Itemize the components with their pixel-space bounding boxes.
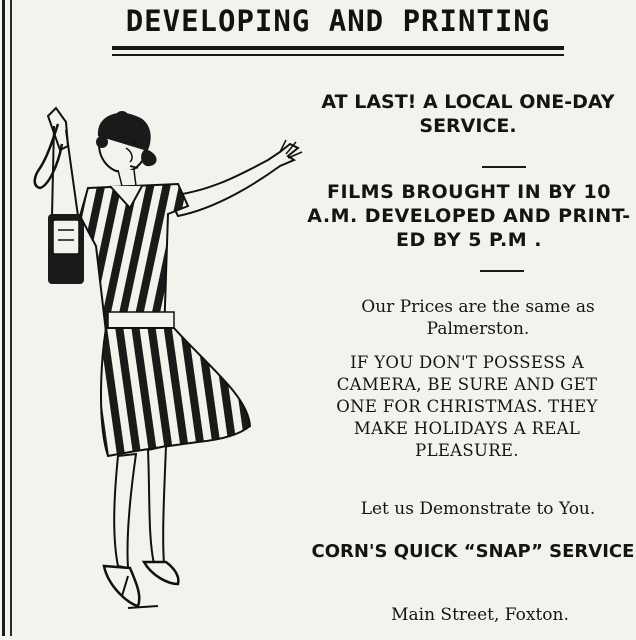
page-border-inner (10, 0, 12, 636)
page-border-outer (2, 0, 5, 636)
business-name: CORN'S QUICK “SNAP” SERVICE (311, 541, 635, 562)
headline-rule-thick (112, 46, 564, 50)
camera-line: MAKE HOLIDAYS A REAL (353, 419, 581, 438)
demonstrate-text: Let us Demonstrate to You. (360, 499, 596, 519)
camera-line: ONE FOR CHRISTMAS. THEY (336, 397, 598, 416)
woman-illustration (18, 96, 308, 636)
prices-text: Our Prices are the same as Palmerston. (361, 297, 595, 339)
films-line: FILMS BROUGHT IN BY 10 (327, 181, 611, 203)
headline: DEVELOPING AND PRINTING (125, 4, 551, 38)
camera-line: CAMERA, BE SURE AND GET (336, 375, 598, 394)
announcement-text: AT LAST! A LOCAL ONE-DAY SERVICE. (321, 91, 615, 137)
films-service-text (300, 180, 636, 252)
separator-dash (482, 166, 526, 168)
camera-line: IF YOU DON'T POSSESS A (350, 353, 584, 372)
films-line: A.M. DEVELOPED AND PRINT- (307, 205, 631, 227)
films-line: ED BY 5 P.M . (396, 229, 542, 251)
headline-rule-thin (112, 54, 564, 56)
camera-promo-text (296, 352, 636, 462)
camera-line: PLEASURE. (415, 441, 519, 460)
business-address: Main Street, Foxton. (391, 605, 569, 625)
separator-dash (480, 270, 524, 272)
